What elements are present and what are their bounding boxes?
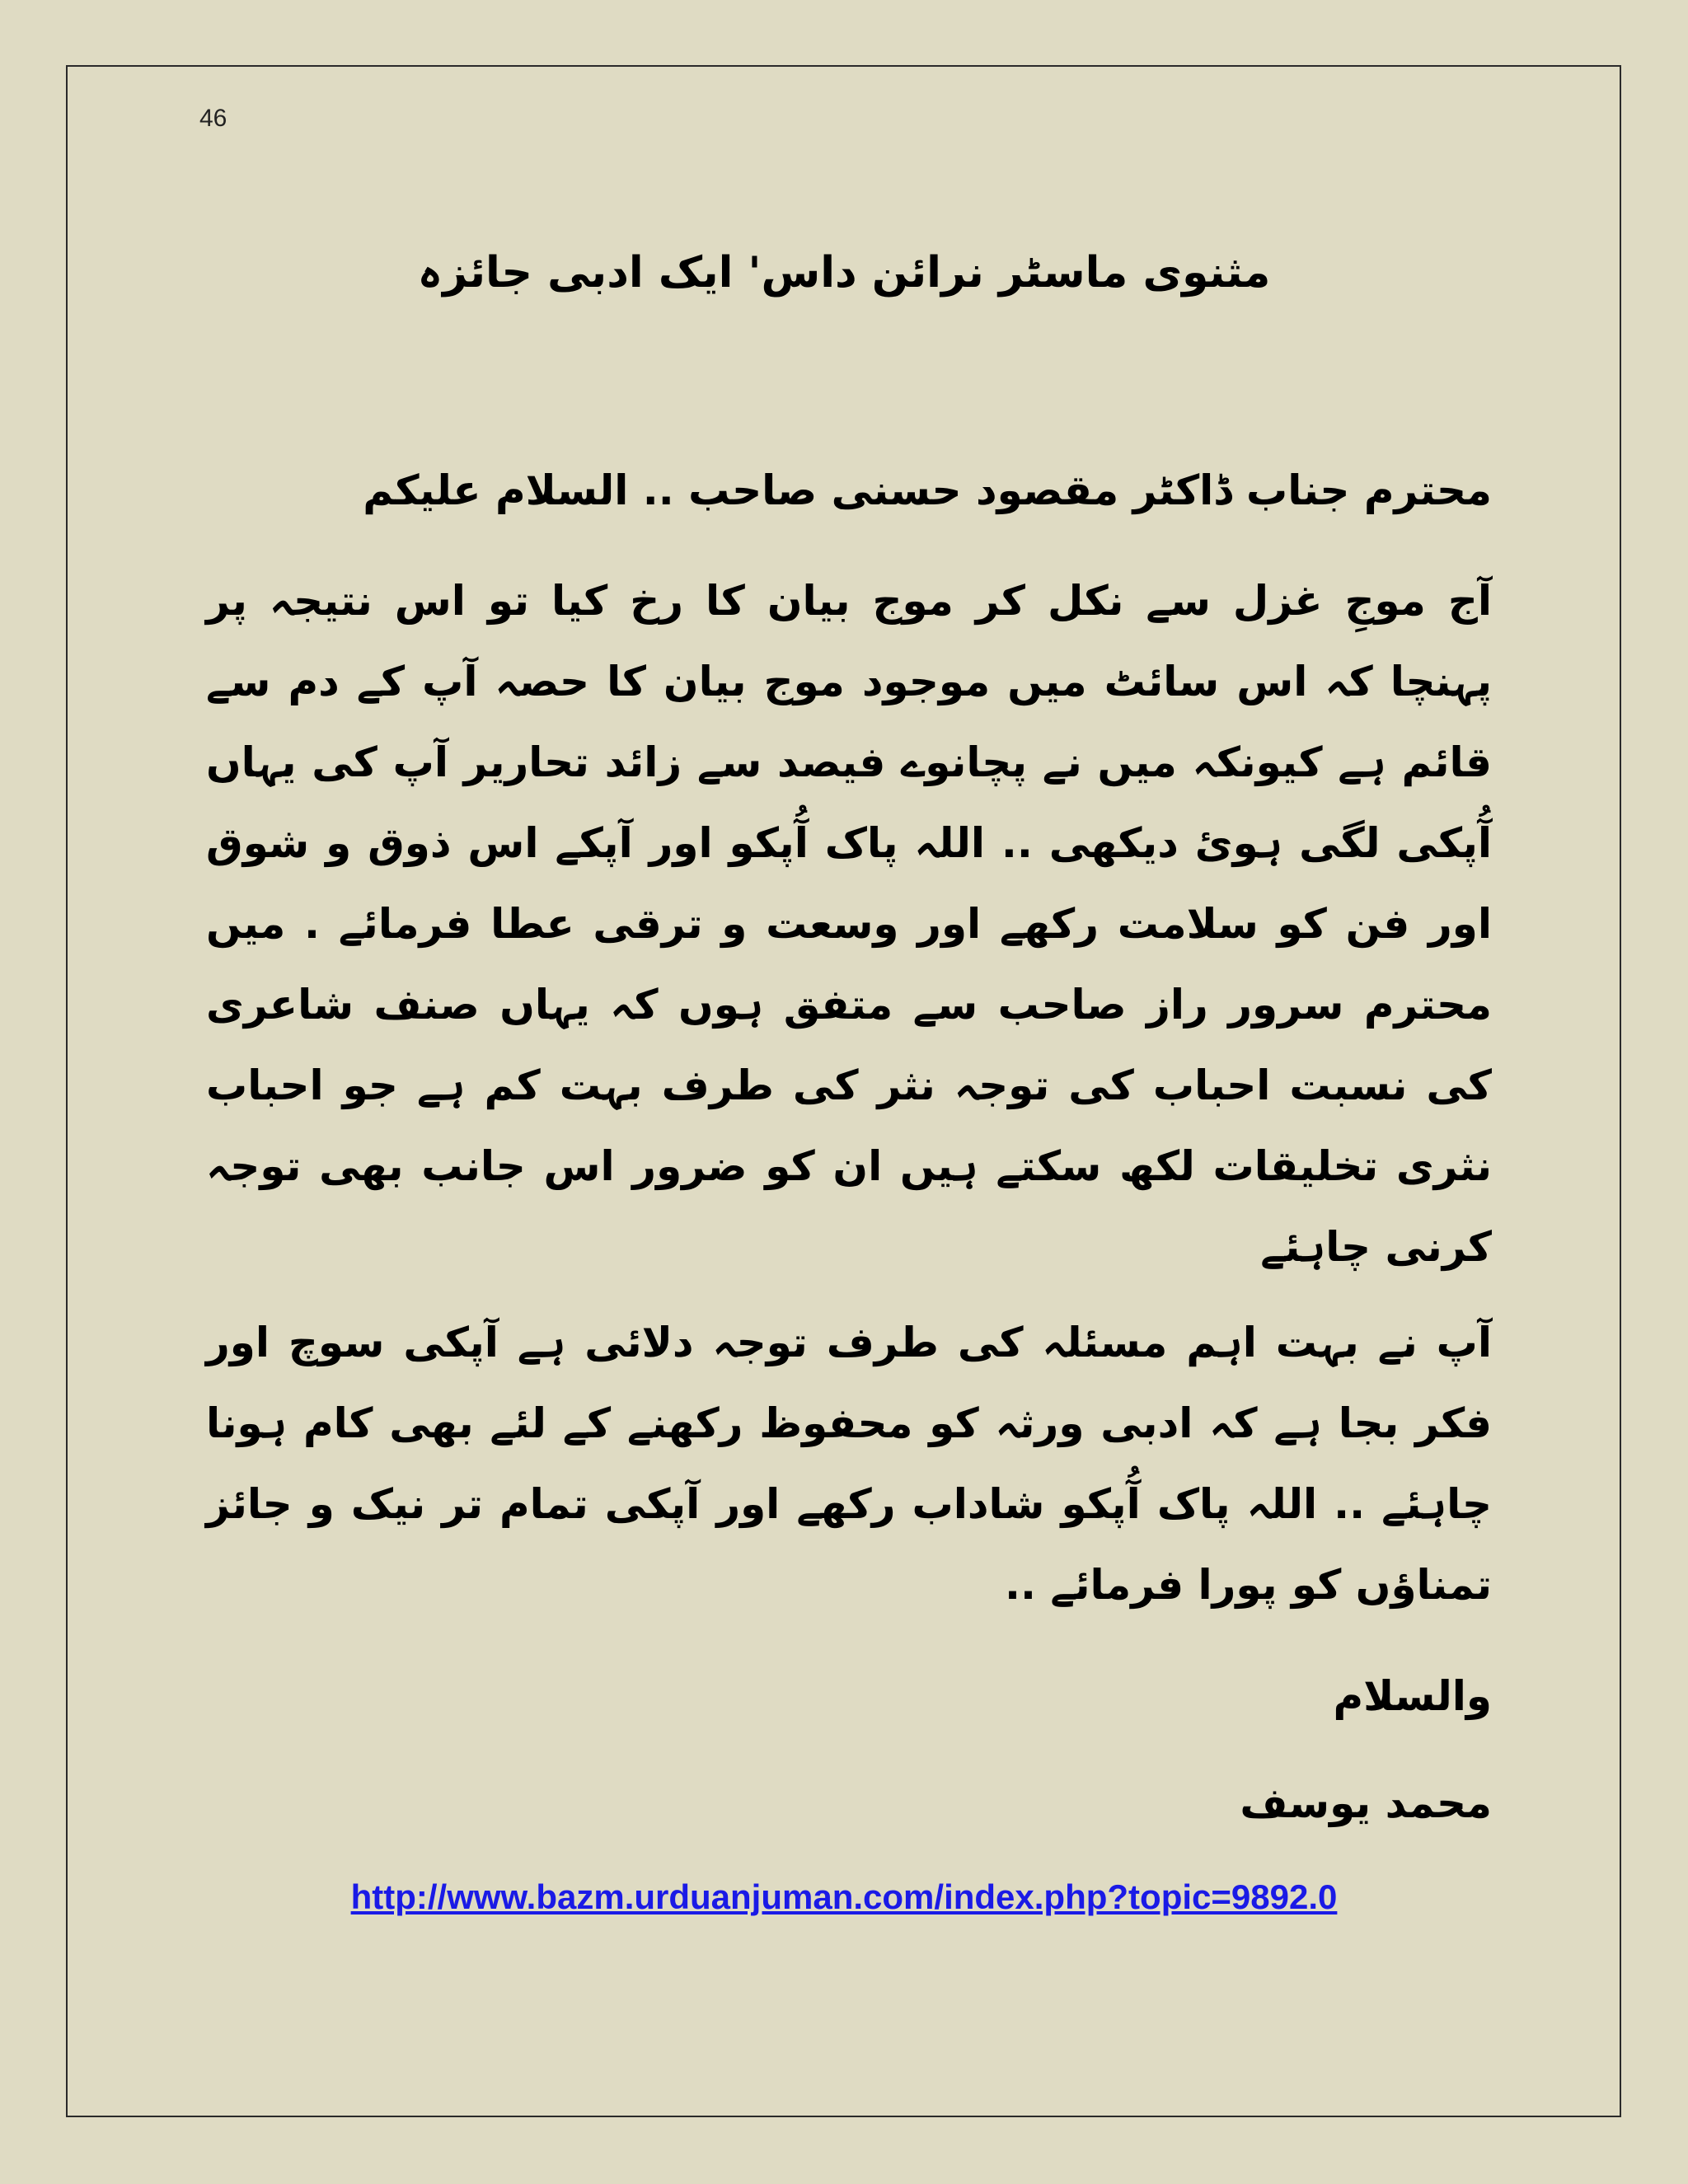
source-link[interactable]: http://www.bazm.urduanjuman.com/index.php?topic=9892.0 — [350, 1877, 1338, 1916]
article-title: مثنوی ماسٹر نرائن داس' ایک ادبی جائزہ — [417, 248, 1271, 298]
letter-paragraph-2: آپ نے بہت اہم مسئلہ کی طرف توجہ دلائی ہے آپکی سوچ اور فکر بجا ہے کہ ادبی ورثہ کو محفوظ رکھنے کے لئے بھی کام ہونا چاہئے .. اللہ پاک آُپکو شاداب رکھے اور آپکی تمام تر نیک و جائز تمناؤں کو پورا فرمائے .. — [206, 1319, 1492, 1609]
letter-signature: محمد یوسف — [1240, 1779, 1492, 1827]
letter-salutation: محترم جناب ڈاکٹر مقصود حسنی صاحب .. السلام علیکم — [363, 466, 1492, 514]
letter-closing: والسلام — [1333, 1672, 1492, 1720]
page-number: 46 — [199, 105, 227, 132]
letter-paragraph-1: آج موجِ غزل سے نکل کر موج بیان کا رخ کیا تو اس نتیجہ پر پہنچا کہ اس سائٹ میں موجود موج بیان کا حصہ آپ کے دم سے قائم ہے کیونکہ میں نے پچانوے فیصد سے زائد تحاریر آپ کی یہاں آُپکی لگی ہوئ دیکھی .. اللہ پاک آُپکو اور آپکے اس ذوق و شوق اور فن کو سلامت رکھے اور وسعت و ترقی عطا فرمائے . میں محترم سرور راز صاحب سے متفق ہوں کہ یہاں صنف شاعری کی نسبت احباب کی توجہ نثر کی طرف بہت کم ہے جو احباب نثری تخلیقات لکھ سکتے ہیں ان کو ضرور اس جانب بھی توجہ کرنی چاہئے — [206, 577, 1492, 1271]
